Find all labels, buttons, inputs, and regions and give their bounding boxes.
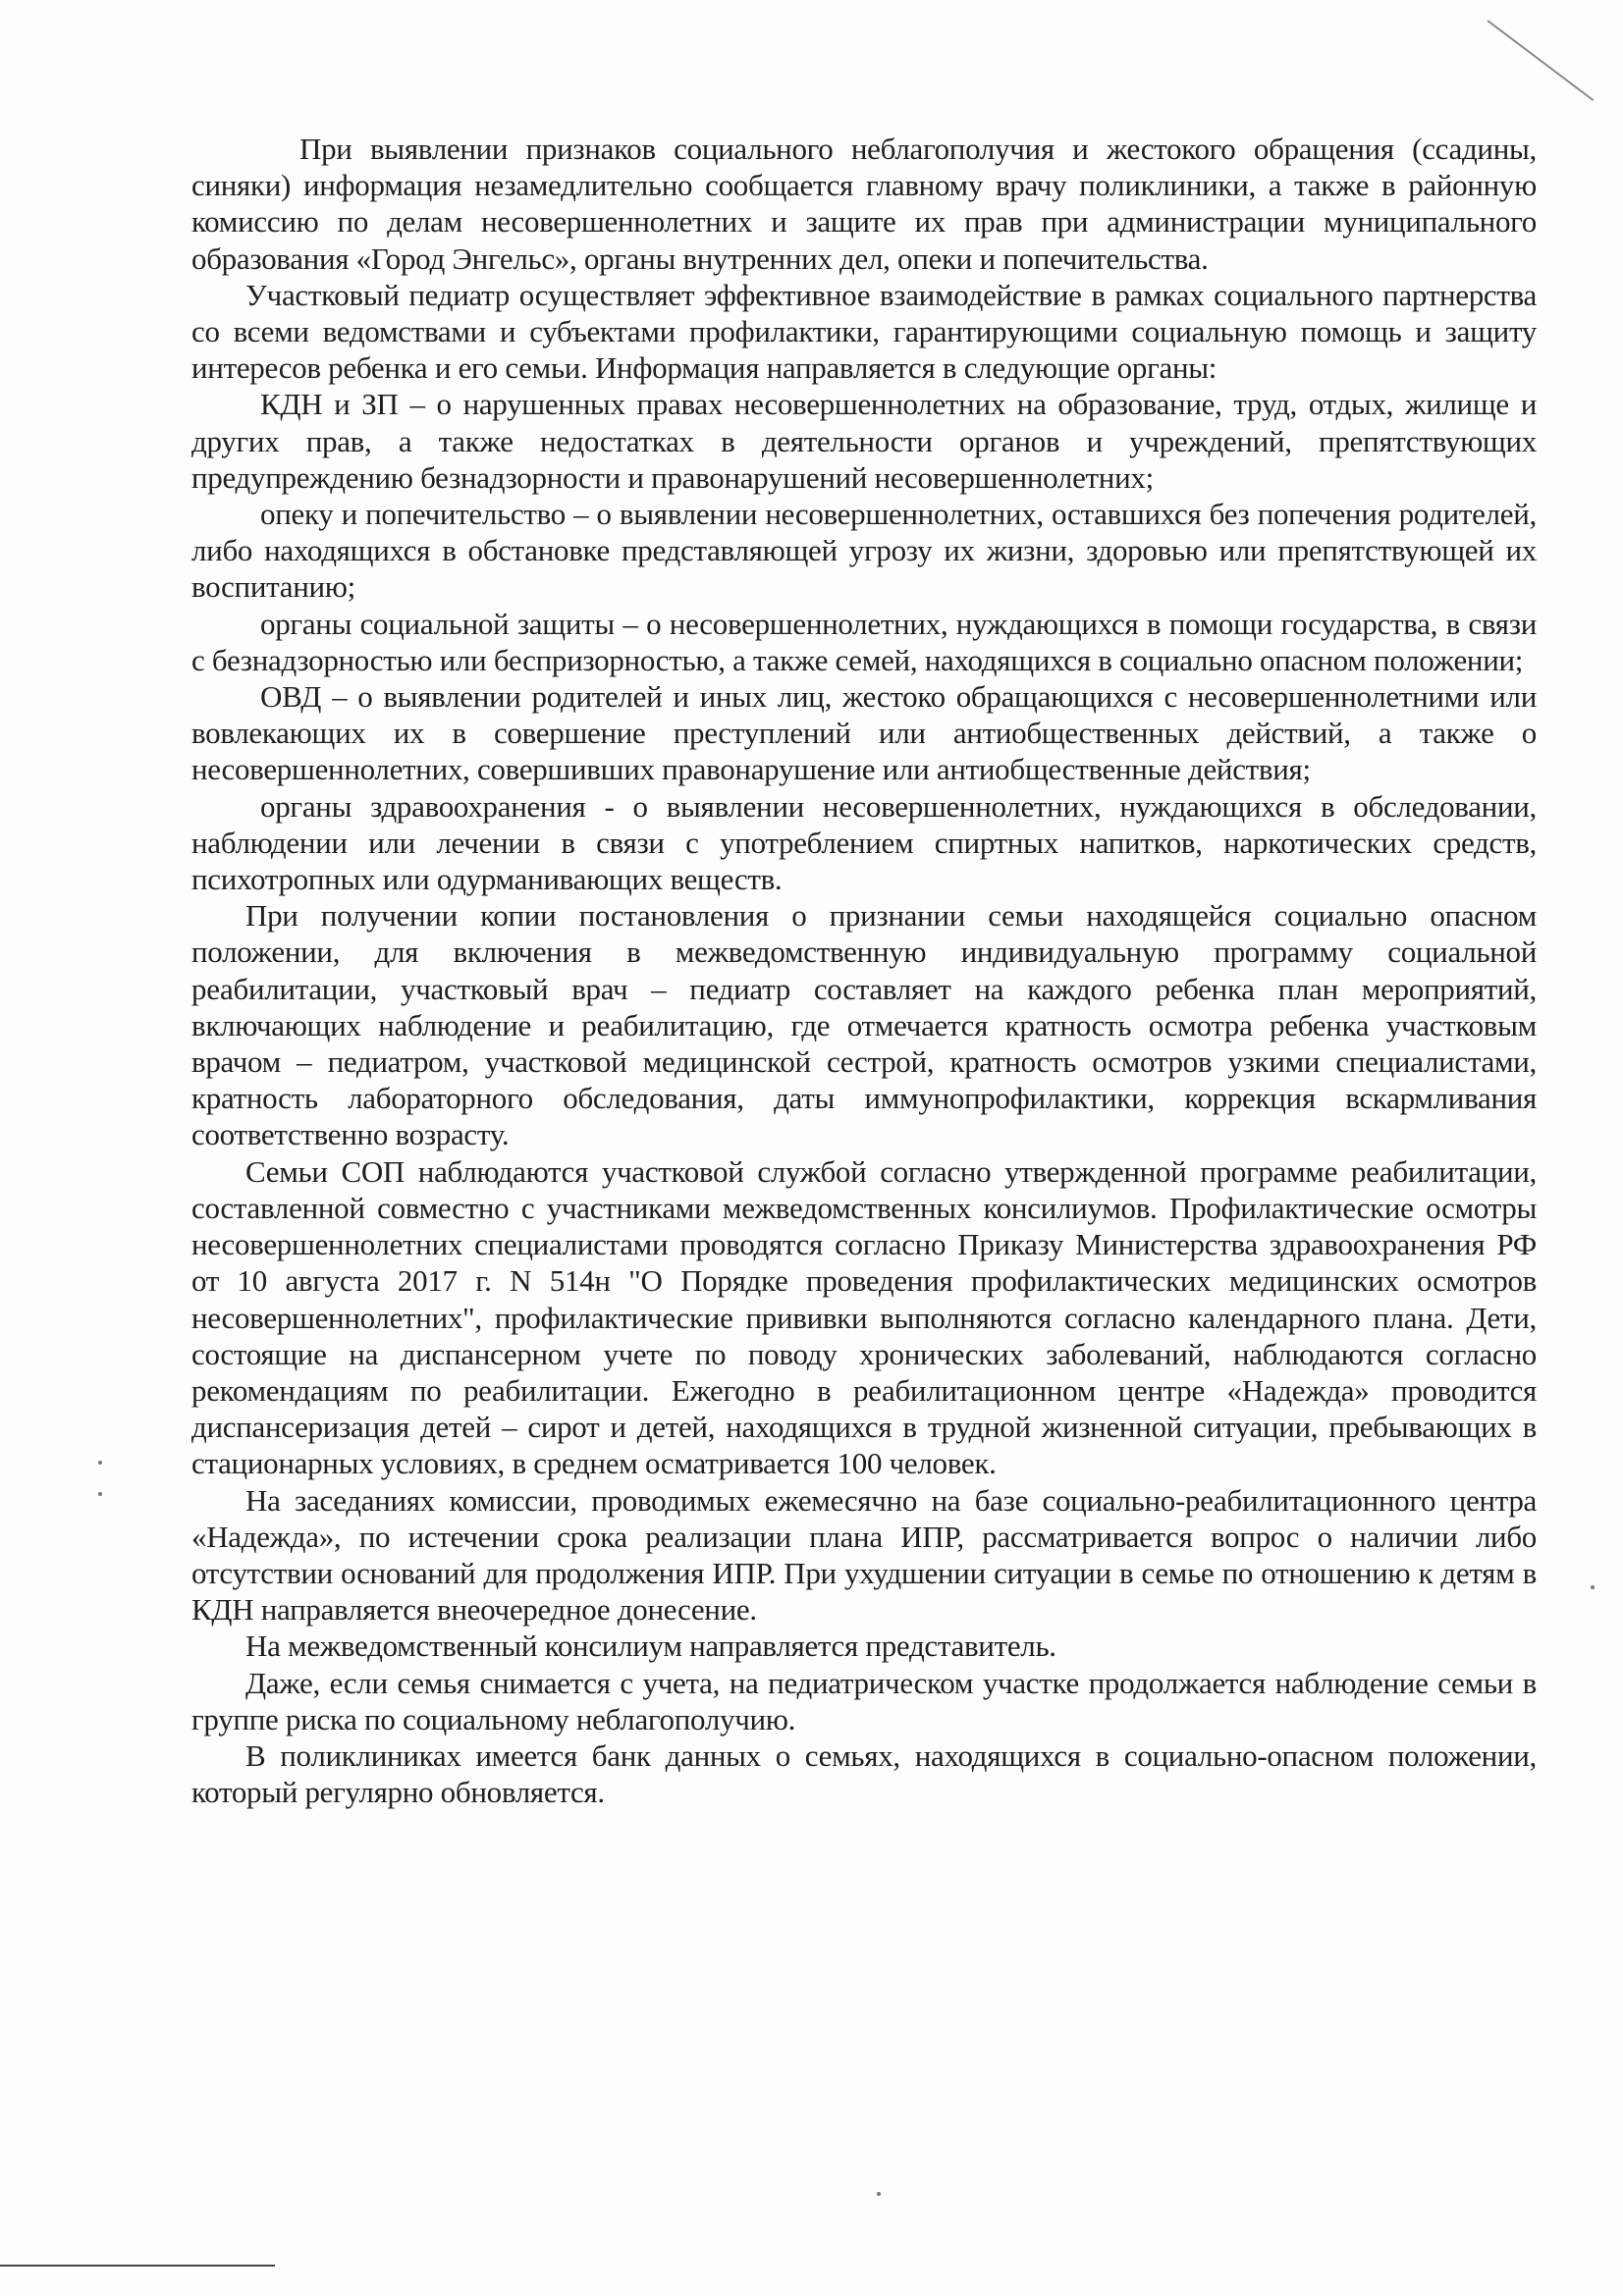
scan-speck <box>1591 1585 1595 1589</box>
paragraph-rehabilitation-plan: При получении копии постановления о признании семьи находящейся социально опасном положении, для включения в межведомственную индивидуальную программу социальной реабилитации, участковый врач – педиатр составляет на каждого ребенка план мероприятий, включающих наблюдение и реабилитацию, где отмечается кратность осмотра ребенка участковым врачом – педиатром, участковой медицинской сестрой, кратность осмотров узкими специалистами, кратность лабораторного обследования, даты иммунопрофилактики, коррекция вскармливания соответственно возрасту. <box>191 898 1537 1152</box>
document-body <box>191 131 1537 1810</box>
paragraph-healthcare: органы здравоохранения - о выявлении несовершеннолетних, нуждающихся в обследовании, наблюдении или лечении в связи с употреблением спиртных напитков, наркотических средств, психотропных или одурманивающих веществ. <box>191 788 1537 897</box>
paragraph-commission-meetings: На заседаниях комиссии, проводимых ежемесячно на базе социально-реабилитационного центра «Надежда», по истечении срока реализации плана ИПР, рассматривается вопрос о наличии либо отсутствии оснований для продолжения ИПР. При ухудшении ситуации в семье по отношению к детям в КДН направляется внеочередное донесение. <box>191 1482 1537 1628</box>
paragraph-kdn-zp: КДН и ЗП – о нарушенных правах несовершеннолетних на образование, труд, отдых, жилище и других прав, а также недостатках в деятельности органов и учреждений, препятствующих предупреждению безнадзорности и правонарушений несовершеннолетних; <box>191 387 1537 495</box>
paragraph-data-bank: В поликлиниках имеется банк данных о семьях, находящихся в социально-опасном положении, который регулярно обновляется. <box>191 1737 1537 1810</box>
paragraph-guardianship: опеку и попечительство – о выявлении несовершеннолетних, оставшихся без попечения родителей, либо находящихся в обстановке представляющей угрозу их жизни, здоровью или препятствующей их воспитанию; <box>191 497 1537 605</box>
scan-speck <box>877 2192 881 2196</box>
paragraph-social-protection: органы социальной защиты – о несовершеннолетних, нуждающихся в помощи государства, в связи с безнадзорностью или беспризорностью, а также семей, находящихся в социально опасном положении; <box>191 606 1537 677</box>
paragraph-sop-families: Семьи СОП наблюдаются участковой службой согласно утвержденной программе реабилитации, составленной совместно с участниками межведомственных консилиумов. Профилактические осмотры несовершеннолетних специалистами проводятся согласно Приказу Министерства здравоохранения РФ от 10 августа 2017 г. N 514н "О Порядке проведения профилактических медицинских осмотров несовершеннолетних", профилактические прививки выполняются согласно календарного плана. Дети, состоящие на диспансерном учете по поводу хронических заболеваний, наблюдаются согласно рекомендациям по реабилитации. Ежегодно в реабилитационном центре «Надежда» проводится диспансеризация детей – сирот и детей, находящихся в трудной жизненной ситуации, пребывающих в стационарных условиях, в среднем осматривается 100 человек. <box>191 1153 1537 1481</box>
footnote-separator-line <box>0 2265 275 2267</box>
paragraph-consilium-representative: На межведомственный консилиум направляется представитель. <box>245 1629 1056 1664</box>
scan-corner-mark <box>1487 20 1594 101</box>
paragraph-ovd: ОВД – о выявлении родителей и иных лиц, жестоко обращающихся с несовершеннолетними или вовлекающих их в совершение преступлений или антиобщественных действий, а также о несовершеннолетних, совершивших правонарушение или антиобщественные действия; <box>191 679 1537 787</box>
paragraph-notification: При выявлении признаков социального неблагополучия и жестокого обращения (ссадины, синяки) информация незамедлительно сообщается главному врачу поликлиники, а также в районную комиссию по делам несовершеннолетних и защите их прав при администрации муниципального образования «Город Энгельс», органы внутренних дел, опеки и попечительства. <box>191 132 1537 276</box>
scan-speck <box>98 1461 102 1465</box>
scan-speck <box>98 1492 102 1496</box>
paragraph-risk-group: Даже, если семья снимается с учета, на педиатрическом участке продолжается наблюдение семьи в группе риска по социальному неблагополучию. <box>191 1665 1537 1736</box>
paragraph-pediatrician-interaction: Участковый педиатр осуществляет эффективное взаимодействие в рамках социального партнерства со всеми ведомствами и субъектами профилактики, гарантирующими социальную помощь и защиту интересов ребенка и его семьи. Информация направляется в следующие органы: <box>191 277 1537 386</box>
